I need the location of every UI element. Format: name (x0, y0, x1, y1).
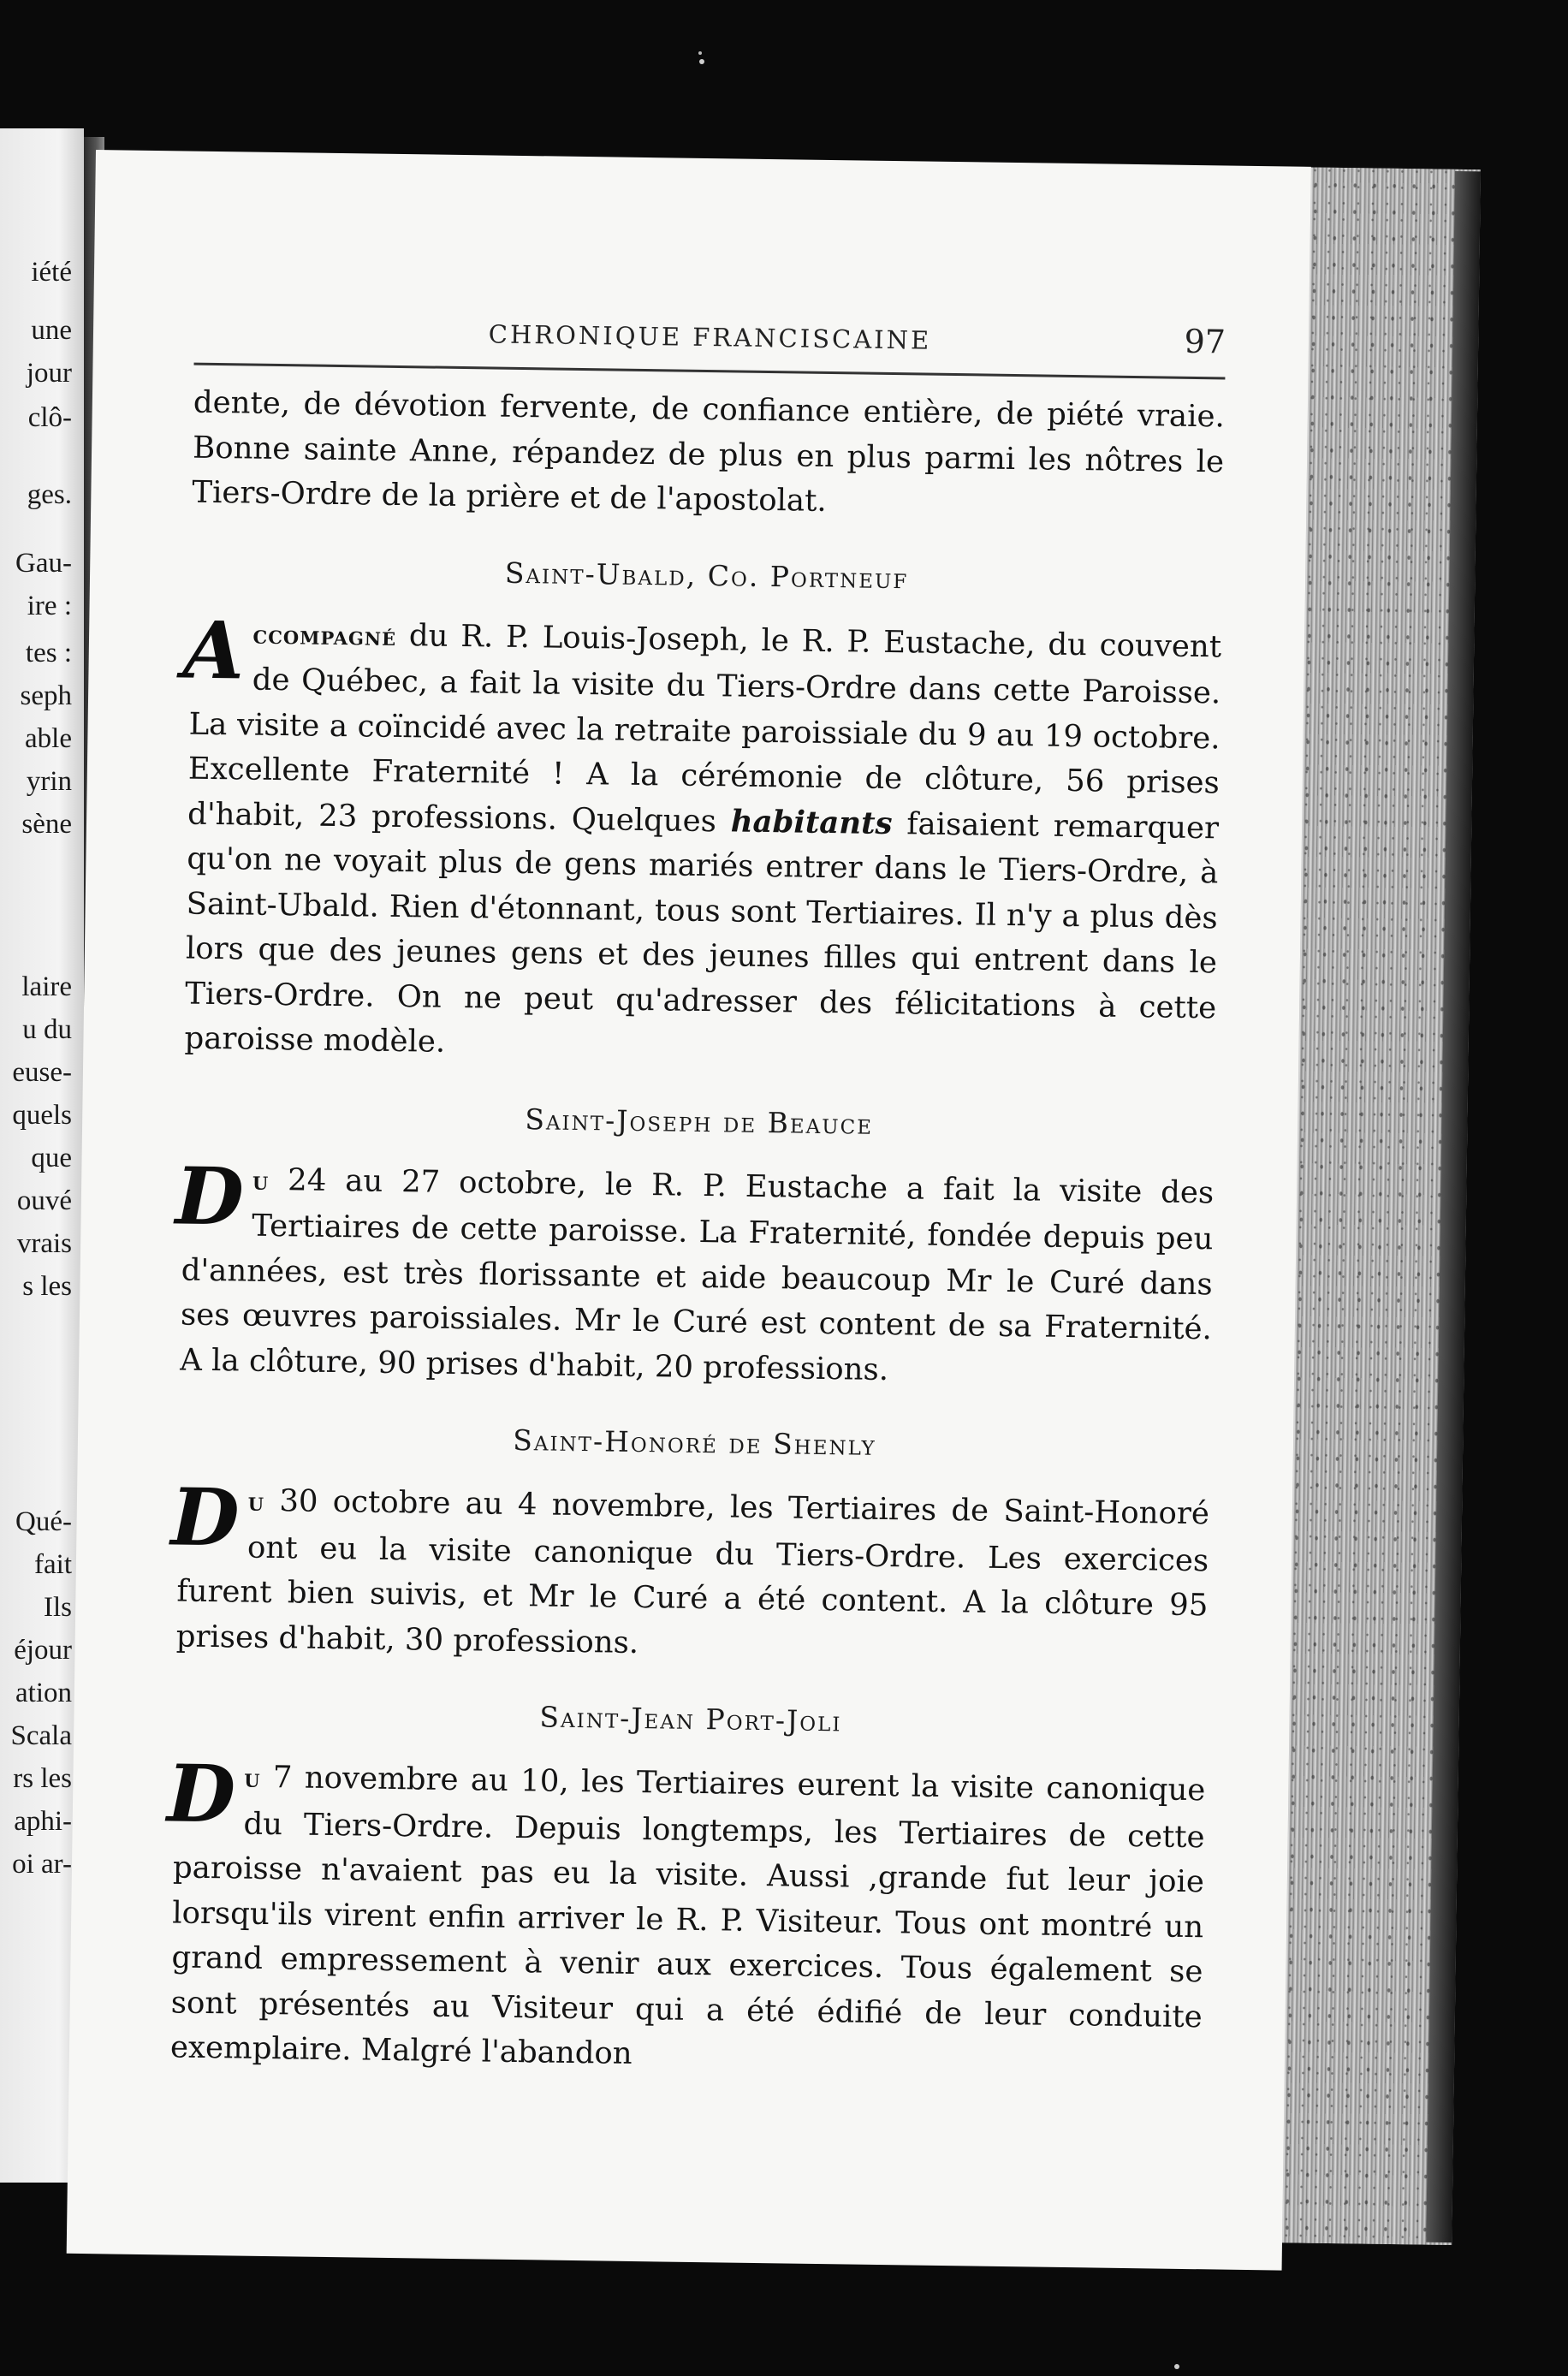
dropcap-letter: A (182, 603, 245, 697)
lead-small-caps: u (243, 1763, 261, 1794)
previous-page-line-fragment: seph (20, 680, 72, 711)
previous-page-line-fragment: iété (31, 257, 72, 288)
header-rule (193, 363, 1225, 380)
previous-page-line-fragment: ouvé (16, 1185, 72, 1216)
paragraph-saint-jean (166, 1747, 1206, 2084)
paragraph-text: du R. P. Louis-Joseph, le R. P. Eustache, du couvent de Québec, a fait la visite du Tiers-Ordre dans cette Paroisse. La visite a coïncidé avec la retraite paroissiale du 9 au 19 octobre. Excellente Fraternité ! A la cérémonie de clôture, 56 prises d'habit, 23 professions. Quelques (187, 617, 1222, 839)
previous-page-line-fragment: yrin (26, 766, 72, 797)
book-page (67, 150, 1311, 2271)
previous-page-line-fragment: ire : (27, 591, 72, 621)
previous-page-line-fragment: que (31, 1143, 72, 1173)
dropcap-letter: D (169, 1470, 241, 1565)
paragraph-text: 30 octobre au 4 novembre, les Tertiaires de Saint-Honoré ont eu la visite canonique du Tiers-Ordre. Les exercices furent bien suivis, et Mr le Curé a été content. A la clôture 95 prises d'habit, 30 professions. (175, 1482, 1210, 1660)
previous-page-line-fragment: ation (15, 1678, 72, 1708)
intro-paragraph: dente, de dévotion fervente, de confiance entière, de piété vraie. Bonne sainte Anne, répandez de plus en plus parmi les nôtres le Tiers-Ordre de la prière et de l'apostolat. (192, 384, 1226, 519)
previous-page-line-fragment: Gau- (15, 548, 72, 579)
previous-page-line-fragment: une (31, 315, 72, 346)
previous-page-line-fragment: u du (22, 1014, 72, 1045)
paragraph-saint-ubald (182, 603, 1222, 1076)
previous-page-line-fragment: Qué- (15, 1506, 72, 1537)
section-title-saint-ubald: Saint-Ubald, Co. Portneuf (504, 555, 909, 595)
previous-page-line-fragment: ges. (27, 479, 72, 510)
dropcap-letter: D (175, 1149, 245, 1244)
previous-page-line-fragment: laire (21, 971, 72, 1002)
previous-page-line-fragment: sène (21, 809, 72, 840)
paragraph-saint-joseph (175, 1149, 1215, 1397)
lead-small-caps: ccompagné (252, 620, 397, 652)
previous-page-line-fragment: rs les (13, 1763, 72, 1794)
previous-page-line-fragment: oi ar- (12, 1849, 72, 1880)
paragraph-text: 7 novembre au 10, les Tertiaires eurent la visite canonique du Tiers-Ordre. Depuis longtemps, les Tertiaires de cette paroisse n'avaient pas eu la visite. Aussi ,grande fut leur joie lorsqu'ils virent enfin arriver le R. P. Visiteur. Tous ont montré un grand empressement à venir aux exercices. Tous également se sont présentés au Visiteur qui a été édifié de leur conduite exemplaire. Malgré l'abandon (169, 1759, 1206, 2071)
previous-page-line-fragment: Scala (10, 1720, 72, 1751)
previous-page-line-fragment: euse- (12, 1057, 72, 1088)
page-header (193, 316, 1226, 390)
previous-page-line-fragment: jour (26, 358, 72, 389)
lead-small-caps: u (247, 1487, 265, 1518)
page-number: 97 (1184, 322, 1226, 361)
paragraph-text: 24 au 27 octobre, le R. P. Eustache a fait la visite des Tertiaires de cette paroisse. La Fraternité, fondée depuis peu d'années, est très florissante et aide beaucoup Mr le Curé dans ses œuvres paroissiales. Mr le Curé est content de sa Fraternité. A la clôture, 90 prises d'habit, 20 professions. (179, 1161, 1215, 1387)
section-title-saint-joseph: Saint-Joseph de Beauce (525, 1102, 874, 1141)
lead-small-caps: u (252, 1166, 270, 1197)
previous-page-line-fragment: clô- (27, 402, 72, 433)
previous-page-line-fragment: tes : (25, 638, 72, 668)
section-title-saint-honore: Saint-Honoré de Shenly (513, 1423, 876, 1462)
page-body (166, 381, 1226, 2085)
previous-page-line-fragment: fait (34, 1549, 72, 1580)
paragraph-text: faisaient remarquer qu'on ne voyait plus de gens mariés entrer dans le Tiers-Ordre, à Saint-Ubald. Rien d'étonnant, tous sont Tertiaires. Il n'y a plus dès lors que des jeunes gens et des jeunes filles qui entrent dans le Tiers-Ordre. On ne peut qu'adresser des félicitations à cette paroisse modèle. (184, 805, 1220, 1060)
previous-page-line-fragment: éjour (14, 1635, 72, 1666)
previous-page-line-fragment: s les (22, 1271, 72, 1302)
previous-page-line-fragment: able (25, 723, 72, 754)
paragraph-saint-honore (169, 1470, 1210, 1673)
emphasis-word: habitants (730, 803, 893, 841)
previous-page-line-fragment: quels (12, 1100, 72, 1131)
previous-page-line-fragment: Ils (44, 1592, 72, 1623)
dropcap-letter: D (166, 1747, 236, 1841)
previous-page-line-fragment: aphi- (14, 1806, 72, 1837)
previous-page-line-fragment: vrais (16, 1228, 72, 1259)
running-head: CHRONIQUE FRANCISCAINE (488, 319, 932, 355)
section-title-saint-jean: Saint-Jean Port-Joli (539, 1700, 842, 1738)
